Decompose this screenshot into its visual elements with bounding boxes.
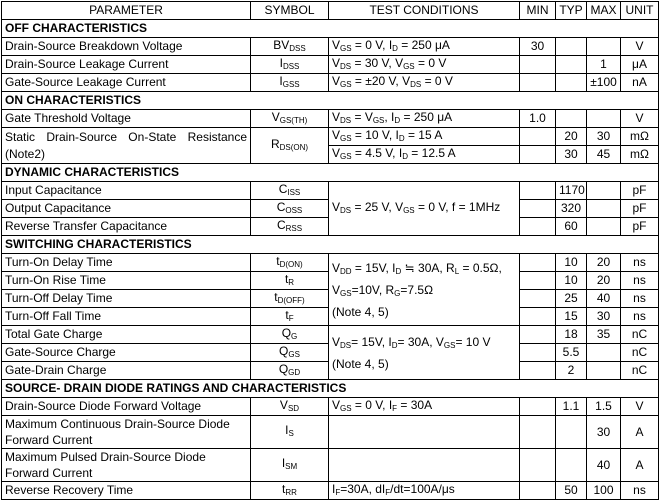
- param-cell: Maximum Pulsed Drain-Source Diode Forward Current: [2, 449, 251, 482]
- param-cell: Drain-Source Breakdown Voltage: [2, 38, 251, 56]
- typ-cell: 30: [556, 146, 587, 164]
- max-cell: [587, 218, 621, 236]
- min-cell: [520, 272, 556, 290]
- unit-cell: nA: [621, 74, 659, 92]
- min-cell: [520, 398, 556, 416]
- typ-cell: 2: [556, 362, 587, 380]
- min-cell: [520, 146, 556, 164]
- condition-cell: $I_F=30A$, $dI_F/dt=100A/\mu s$: [329, 482, 520, 500]
- unit-cell: A: [621, 416, 659, 449]
- param-cell: Drain-Source Diode Forward Voltage: [2, 398, 251, 416]
- min-cell: [520, 200, 556, 218]
- param-cell: Reverse Transfer Capacitance: [2, 218, 251, 236]
- typ-cell: [556, 74, 587, 92]
- symbol-cell: $BV_{DSS}$: [251, 38, 329, 56]
- symbol-cell: $V_{GS(TH)}$: [251, 110, 329, 128]
- max-cell: [587, 38, 621, 56]
- unit-cell: ns: [621, 290, 659, 308]
- condition-cell: [329, 449, 520, 482]
- max-cell: 40: [587, 449, 621, 482]
- table-row: [2, 416, 659, 449]
- section-dynamic: DYNAMIC CHARACTERISTICS: [2, 164, 659, 182]
- table-row: [2, 182, 659, 200]
- condition-cell: $V_{DS} = 30$ V, $V_{GS} = 0$ V: [329, 56, 520, 74]
- typ-cell: 1.1: [556, 398, 587, 416]
- symbol-cell: $t_{RR}$: [251, 482, 329, 500]
- symbol-cell: $Q_G$: [251, 326, 329, 344]
- param-cell: Turn-On Rise Time: [2, 272, 251, 290]
- min-cell: [520, 290, 556, 308]
- unit-cell: V: [621, 398, 659, 416]
- table-row: [2, 110, 659, 128]
- condition-cell: $V_{GS} = 4.5$ V, $I_D = 12.5$ A: [329, 146, 520, 164]
- unit-cell: ns: [621, 254, 659, 272]
- unit-cell: pF: [621, 200, 659, 218]
- min-cell: [520, 344, 556, 362]
- param-cell: Static Drain-Source On-State Resistance (Note2): [2, 128, 251, 164]
- min-cell: [520, 56, 556, 74]
- param-cell: Input Capacitance: [2, 182, 251, 200]
- param-cell: Total Gate Charge: [2, 326, 251, 344]
- max-cell: 30: [587, 416, 621, 449]
- symbol-cell: $Q_{GS}$: [251, 344, 329, 362]
- param-cell: Gate-Drain Charge: [2, 362, 251, 380]
- typ-cell: 320: [556, 200, 587, 218]
- param-cell: Gate-Source Leakage Current: [2, 74, 251, 92]
- typ-cell: [556, 110, 587, 128]
- col-header-symbol: SYMBOL: [251, 2, 329, 20]
- symbol-cell: $C_{OSS}$: [251, 200, 329, 218]
- table-row: [2, 74, 659, 92]
- typ-cell: 5.5: [556, 344, 587, 362]
- param-cell: Maximum Continuous Drain-Source Diode Forward Current: [2, 416, 251, 449]
- typ-cell: 25: [556, 290, 587, 308]
- condition-cell: $V_{DD} = 15V$, $I_D$ ≒ 30A, $R_L = 0.5\Omega$, $V_{GS}=10V$, $R_G=7.5\Omega$ (Note 4, 5): [329, 254, 520, 326]
- symbol-cell: $I_S$: [251, 416, 329, 449]
- unit-cell: A: [621, 449, 659, 482]
- characteristics-table: [1, 1, 659, 500]
- min-cell: [520, 362, 556, 380]
- min-cell: [520, 416, 556, 449]
- max-cell: 45: [587, 146, 621, 164]
- max-cell: 30: [587, 128, 621, 146]
- typ-cell: 1170: [556, 182, 587, 200]
- unit-cell: V: [621, 38, 659, 56]
- max-cell: 1.5: [587, 398, 621, 416]
- unit-cell: pF: [621, 182, 659, 200]
- typ-cell: 18: [556, 326, 587, 344]
- unit-cell: pF: [621, 218, 659, 236]
- min-cell: [520, 449, 556, 482]
- typ-cell: [556, 56, 587, 74]
- param-cell: Turn-Off Fall Time: [2, 308, 251, 326]
- param-cell: Output Capacitance: [2, 200, 251, 218]
- symbol-cell: $C_{ISS}$: [251, 182, 329, 200]
- symbol-cell: $V_{SD}$: [251, 398, 329, 416]
- typ-cell: 10: [556, 254, 587, 272]
- table-row: [2, 128, 659, 146]
- table-row: [2, 449, 659, 482]
- unit-cell: ns: [621, 272, 659, 290]
- section-switching: SWITCHING CHARACTERISTICS: [2, 236, 659, 254]
- condition-cell: $V_{GS} = 0$ V, $I_D = 250$ μA: [329, 38, 520, 56]
- symbol-cell: $Q_{GD}$: [251, 362, 329, 380]
- table-row: [2, 326, 659, 344]
- max-cell: 35: [587, 326, 621, 344]
- symbol-cell: $I_{SM}$: [251, 449, 329, 482]
- min-cell: [520, 482, 556, 500]
- param-cell: Turn-On Delay Time: [2, 254, 251, 272]
- symbol-cell: $t_{D(ON)}$: [251, 254, 329, 272]
- min-cell: [520, 74, 556, 92]
- condition-cell: $V_{DS} = 25$ V, $V_{GS} = 0$ V, f = 1MHz: [329, 182, 520, 236]
- max-cell: 20: [587, 272, 621, 290]
- unit-cell: μA: [621, 56, 659, 74]
- unit-cell: nC: [621, 362, 659, 380]
- param-cell: Gate-Source Charge: [2, 344, 251, 362]
- typ-cell: 15: [556, 308, 587, 326]
- symbol-cell: $I_{DSS}$: [251, 56, 329, 74]
- typ-cell: 50: [556, 482, 587, 500]
- param-cell: Turn-Off Delay Time: [2, 290, 251, 308]
- max-cell: 100: [587, 482, 621, 500]
- max-cell: ±100: [587, 74, 621, 92]
- symbol-cell: $t_F$: [251, 308, 329, 326]
- unit-cell: nC: [621, 344, 659, 362]
- condition-cell: [329, 416, 520, 449]
- unit-cell: nC: [621, 326, 659, 344]
- symbol-cell: $I_{GSS}$: [251, 74, 329, 92]
- typ-cell: 60: [556, 218, 587, 236]
- col-header-min: MIN: [520, 2, 556, 20]
- table-row: [2, 56, 659, 74]
- unit-cell: ns: [621, 308, 659, 326]
- typ-cell: [556, 416, 587, 449]
- max-cell: [587, 362, 621, 380]
- min-cell: 30: [520, 38, 556, 56]
- max-cell: [587, 182, 621, 200]
- min-cell: [520, 308, 556, 326]
- condition-cell: $V_{GS} = 10$ V, $I_D = 15$ A: [329, 128, 520, 146]
- param-cell: Reverse Recovery Time: [2, 482, 251, 500]
- table-row: [2, 482, 659, 500]
- col-header-conditions: TEST CONDITIONS: [329, 2, 520, 20]
- unit-cell: mΩ: [621, 128, 659, 146]
- min-cell: 1.0: [520, 110, 556, 128]
- typ-cell: [556, 38, 587, 56]
- section-on: ON CHARACTERISTICS: [2, 92, 659, 110]
- max-cell: 20: [587, 254, 621, 272]
- condition-cell: $V_{DS} = V_{GS}$, $I_D = 250$ μA: [329, 110, 520, 128]
- col-header-unit: UNIT: [621, 2, 659, 20]
- max-cell: 40: [587, 290, 621, 308]
- typ-cell: [556, 449, 587, 482]
- table-row: [2, 38, 659, 56]
- min-cell: [520, 128, 556, 146]
- condition-cell: $V_{GS} = 0$ V, $I_F = 30A$: [329, 398, 520, 416]
- col-header-typ: TYP: [556, 2, 587, 20]
- col-header-parameter: PARAMETER: [2, 2, 251, 20]
- symbol-cell: $C_{RSS}$: [251, 218, 329, 236]
- symbol-cell: $t_{D(OFF)}$: [251, 290, 329, 308]
- max-cell: [587, 344, 621, 362]
- min-cell: [520, 218, 556, 236]
- condition-cell: $V_{DS}= 15V$, $I_D= 30A$, $V_{GS}= 10$ V (Note 4, 5): [329, 326, 520, 380]
- min-cell: [520, 182, 556, 200]
- param-cell: Gate Threshold Voltage: [2, 110, 251, 128]
- typ-cell: 10: [556, 272, 587, 290]
- unit-cell: mΩ: [621, 146, 659, 164]
- table-row: [2, 398, 659, 416]
- typ-cell: 20: [556, 128, 587, 146]
- section-diode: SOURCE- DRAIN DIODE RATINGS AND CHARACTERISTICS: [2, 380, 659, 398]
- table-row: [2, 254, 659, 272]
- max-cell: 1: [587, 56, 621, 74]
- unit-cell: V: [621, 110, 659, 128]
- unit-cell: ns: [621, 482, 659, 500]
- condition-cell: $V_{GS} = \pm 20$ V, $V_{DS} = 0$ V: [329, 74, 520, 92]
- symbol-cell: $R_{DS(ON)}$: [251, 128, 329, 164]
- min-cell: [520, 326, 556, 344]
- max-cell: 30: [587, 308, 621, 326]
- col-header-max: MAX: [587, 2, 621, 20]
- symbol-cell: $t_R$: [251, 272, 329, 290]
- section-off: OFF CHARACTERISTICS: [2, 20, 659, 38]
- max-cell: [587, 110, 621, 128]
- max-cell: [587, 200, 621, 218]
- param-cell: Drain-Source Leakage Current: [2, 56, 251, 74]
- header-row: [2, 2, 659, 20]
- min-cell: [520, 254, 556, 272]
